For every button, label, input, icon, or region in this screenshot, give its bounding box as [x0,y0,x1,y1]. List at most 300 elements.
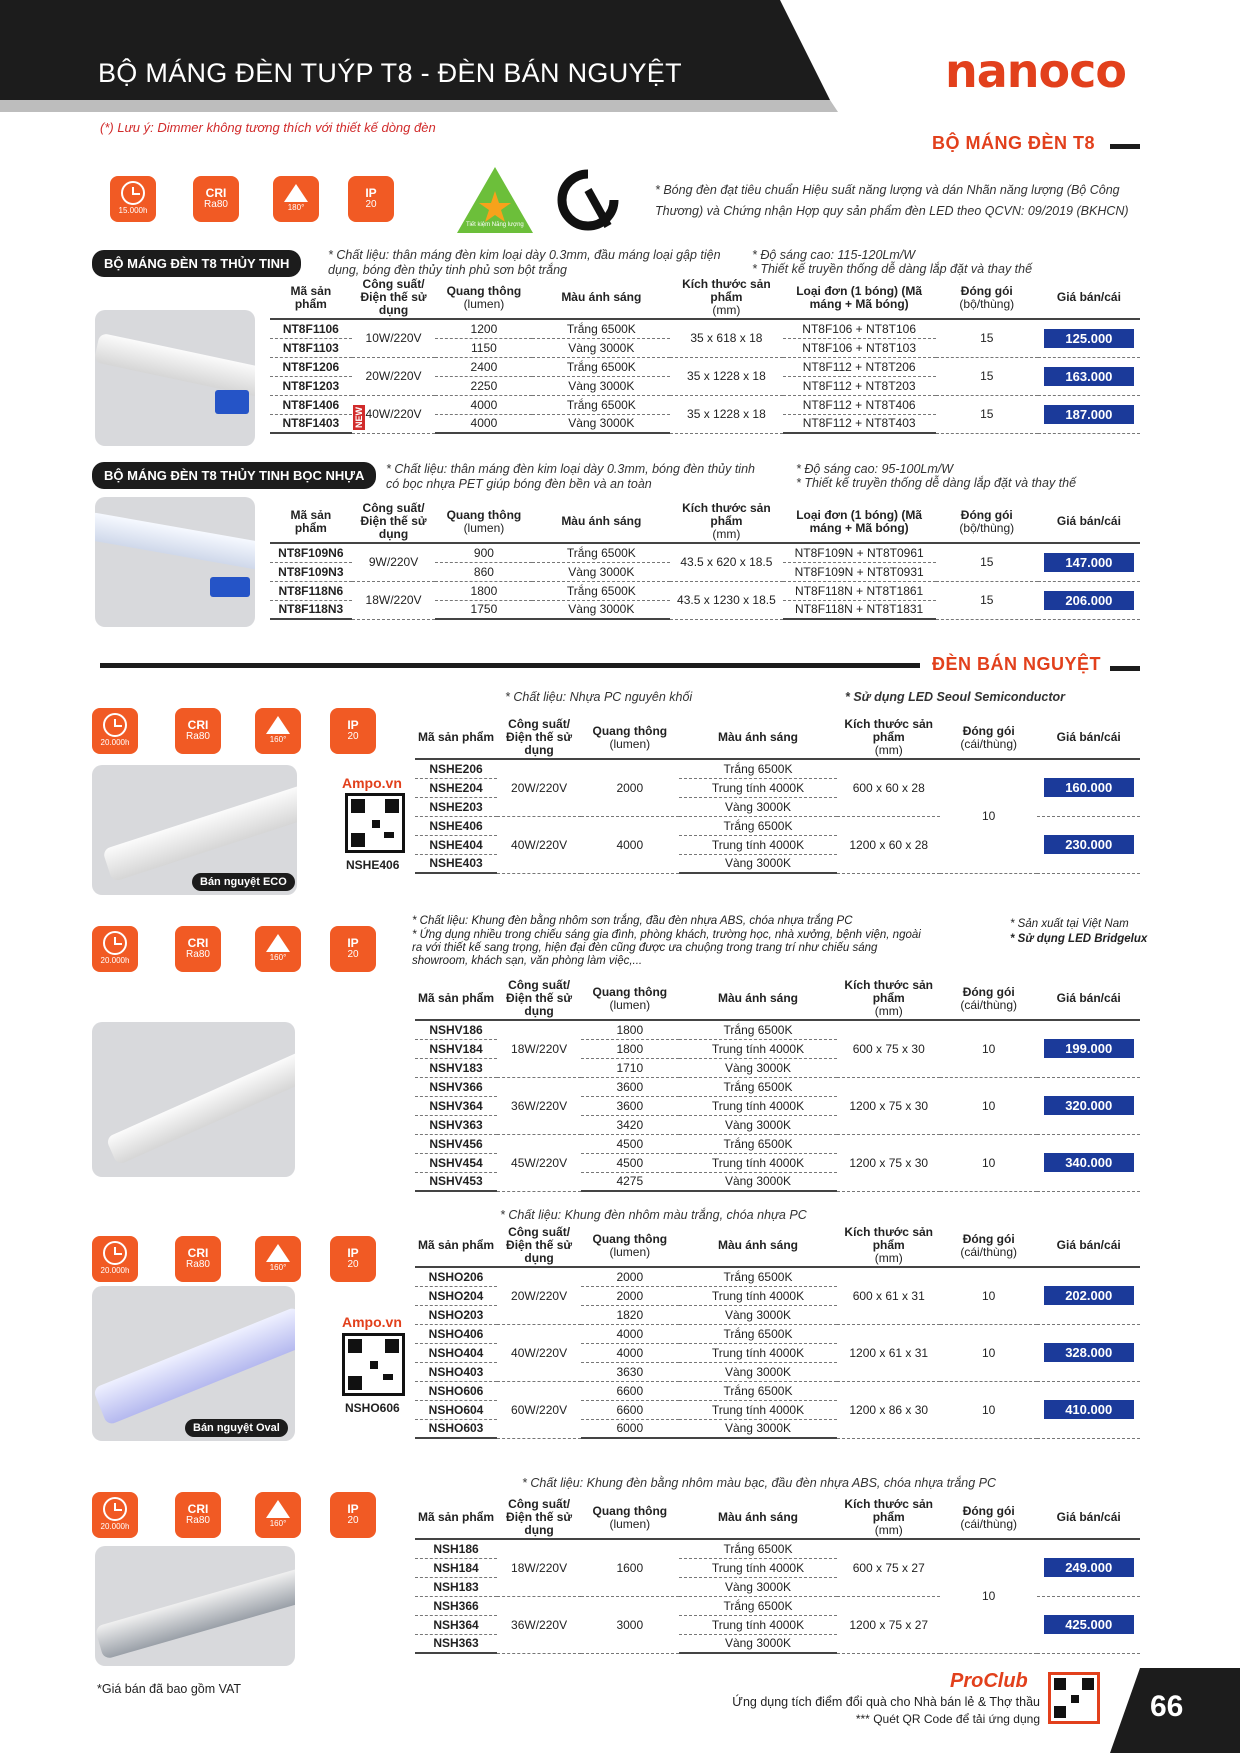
column-header: Công suất/ Điện thế sử dụng [352,501,436,543]
qr-site-label: Ampo.vn [342,775,402,791]
table-cell: 4000 [435,414,532,433]
column-header [435,501,532,543]
column-header: Công suất/ Điện thế sử dụng [352,277,436,319]
table-cell [1037,1539,1140,1596]
text-label: (lumen) [609,1244,651,1259]
text-label: IP [347,1246,359,1260]
table-row [270,581,1140,600]
table-cell: 3630 [581,1362,678,1381]
table-cell: NT8F109N3 [270,562,352,581]
column-header: Công suất/ Điện thế sử dụng [497,978,581,1020]
table-cell: 4275 [581,1172,678,1191]
table-cell: 1200 x 61 x 31 [837,1324,940,1381]
table-cell: 3600 [581,1077,678,1096]
column-header [837,1497,940,1539]
table-cell: 3000 [581,1596,678,1653]
text-label: Kích thước sản phẩm [682,277,771,304]
table-cell: Trắng 6500K [679,1539,838,1558]
table-cell: 10 [940,1381,1037,1438]
table-cell: NSHE206 [415,759,497,778]
table-cell [1037,1134,1140,1191]
table-row [270,319,1140,338]
table-cell: NT8F1406 [270,395,352,414]
table-cell: 6600 [581,1381,678,1400]
column-header [581,978,678,1020]
table-cell: 2400 [435,357,532,376]
table-cell: Trung tính 4000K [679,1343,838,1362]
cr-certification-icon [556,168,620,232]
table-cell: NSH364 [415,1615,497,1634]
header-row [415,1225,1140,1267]
table-cell: 4000 [581,1343,678,1362]
table-cell: 600 x 60 x 28 [837,759,940,816]
table-cell: 2000 [581,759,678,816]
proclub-tagline: Ứng dụng tích điểm đổi quà cho Nhà bán lẻ & Thợ thầu [732,1695,1040,1709]
text-label: Quang thông [592,1231,668,1246]
table-cell: NSHV184 [415,1039,497,1058]
table-cell: 1600 [581,1539,678,1596]
table-cell: 4000 [581,816,678,873]
table-cell: NSHV364 [415,1096,497,1115]
column-header [435,277,532,319]
table-cell [1038,581,1140,619]
section-divider [1110,666,1140,671]
table-cell: Trung tính 4000K [679,1096,838,1115]
table-cell: NT8F1106 [270,319,352,338]
table-cell: Vàng 3000K [532,600,670,619]
material-note: * Chất liệu: thân máng đèn kim loại dày 0.3mm, bóng đèn thủy tinh có bọc nhựa PET giúp bóng đèn bền và an toàn [386,462,755,491]
column-header [940,978,1037,1020]
table-cell: 6000 [581,1419,678,1438]
text-label: Đóng gói [960,283,1013,298]
price-tag: 328.000 [1044,1343,1134,1362]
design-note: * Thiết kế truyền thống dễ dàng lắp đặt và thay thế [752,262,1033,276]
price-tag: 249.000 [1044,1558,1134,1577]
price-tag: 125.000 [1044,329,1134,348]
table-cell: 1200 x 75 x 27 [837,1596,940,1653]
table-cell: NT8F112 + NT8T403 [783,414,936,433]
table-cell: Vàng 3000K [679,797,838,816]
text-label: 20 [347,1259,359,1270]
material-note: * Chất liệu: thân máng đèn kim loại dày 0.3mm, đầu máng loại gập tiện dụng, bóng đèn thủy tinh phủ sơn bột trắng [328,248,721,277]
table-cell: NSHO603 [415,1419,497,1438]
proclub-logo: ProClub [950,1670,1028,1692]
table-cell: NT8F109N + NT8T0961 [783,543,936,562]
table-cell: NT8F106 + NT8T103 [783,338,936,357]
price-tag: 160.000 [1044,778,1134,797]
table-cell [1038,543,1140,581]
column-header: Giá bán/cái [1038,501,1140,543]
material-note: * Chất liệu: Khung đèn bằng nhôm sơn trắng, đầu đèn nhựa ABS, chóa nhựa trắng PC [412,915,853,927]
table-cell: NT8F118N3 [270,600,352,619]
text-label: 20 [365,199,377,210]
table-cell [1038,357,1140,395]
table-cell: Trung tính 4000K [679,778,838,797]
text-label: Kích thước sản phẩm [844,978,933,1005]
cri-icon [175,926,221,972]
column-header [670,277,782,319]
table-cell: NSHV186 [415,1020,497,1039]
text-label: Quang thông [592,1503,668,1518]
table-cell: 1200 x 75 x 30 [837,1134,940,1191]
text-label: CRI [187,936,209,950]
text-label: Ra80 [204,199,228,210]
table-cell: 40W/220V [497,1324,581,1381]
column-header: Loại đơn (1 bóng) (Mã máng + Mã bóng) [783,277,936,319]
qr-code-icon[interactable] [345,793,405,853]
table-cell [1038,395,1140,433]
text-label: Đóng gói [962,1503,1015,1518]
qr-site-label: Ampo.vn [342,1314,402,1330]
table-cell: 3600 [581,1096,678,1115]
table-cell: NT8F112 + NT8T206 [783,357,936,376]
column-header: Mã sản phẩm [270,277,352,319]
qr-code-icon[interactable] [342,1333,405,1396]
table-cell: NSHO203 [415,1305,497,1324]
column-header: Màu ánh sáng [532,501,670,543]
product-photo [92,765,297,895]
table-row [415,759,1140,778]
column-header: Màu ánh sáng [679,1225,838,1267]
text-label: (cái/thùng) [960,736,1018,751]
table-cell: NSHO604 [415,1400,497,1419]
table-cell: Vàng 3000K [532,414,670,433]
app-qr-code-icon[interactable] [1048,1672,1100,1724]
table-row [415,1324,1140,1343]
text-label: Ra80 [186,1259,210,1270]
text-label: (lumen) [609,736,651,751]
table-cell: 15 [936,581,1038,619]
table-cell: Trung tính 4000K [679,1286,838,1305]
table-cell: NSHV454 [415,1153,497,1172]
lifetime-icon [92,1492,138,1538]
table-cell: NT8F118N6 [270,581,352,600]
column-header [940,717,1037,759]
text-label: Ra80 [186,1515,210,1526]
product-photo [95,1546,295,1666]
column-header [581,717,678,759]
page-title: BỘ MÁNG ĐÈN TUÝP T8 - ĐÈN BÁN NGUYỆT [98,58,682,88]
table-cell: NSHO406 [415,1324,497,1343]
table-cell: Vàng 3000K [679,1577,838,1596]
table-cell: NT8F1103 [270,338,352,357]
text-label: CRI [187,718,209,732]
table-cell: 1710 [581,1058,678,1077]
table-cell [1037,1020,1140,1077]
header-row [270,501,1140,543]
text-label: IP [347,718,359,732]
table-cell: Trung tính 4000K [679,1615,838,1634]
table-cell [1038,319,1140,357]
led-note: * Sử dụng LED Bridgelux [1010,933,1148,945]
column-header: Giá bán/cái [1037,978,1140,1020]
table-row [415,1539,1140,1558]
table-cell: NSH366 [415,1596,497,1615]
product-group-label: BỘ MÁNG ĐÈN T8 THỦY TINH BỌC NHỰA [92,462,376,489]
table-cell: 35 x 618 x 18 [670,319,782,357]
table-cell: NSH186 [415,1539,497,1558]
table-cell: NT8F109N + NT8T0931 [783,562,936,581]
text-label: 160° [269,953,287,962]
text-label: Ra80 [186,731,210,742]
table-cell: 1750 [435,600,532,619]
table-cell: 15 [936,319,1038,357]
table-cell: 2000 [581,1267,678,1286]
table-cell: 18W/220V [497,1020,581,1077]
price-tag: 410.000 [1044,1400,1134,1419]
table-cell: 1800 [581,1020,678,1039]
lifetime-icon [92,926,138,972]
table-cell: 10 [940,1020,1037,1077]
column-header: Màu ánh sáng [679,1497,838,1539]
table-cell: Vàng 3000K [679,1419,838,1438]
header-row [270,277,1140,319]
photo-caption: Bán nguyệt Oval [185,1419,288,1437]
material-note: * Chất liệu: Khung đèn bằng nhôm màu bạc, đầu đèn nhựa ABS, chóa nhựa trắng PC [522,1476,997,1490]
table-cell: Vàng 3000K [679,1115,838,1134]
price-tag: 206.000 [1044,591,1134,610]
table-cell: 3420 [581,1115,678,1134]
table-cell: 900 [435,543,532,562]
table-cell: 35 x 1228 x 18 [670,357,782,395]
text-label: (lumen) [609,997,651,1012]
text-label: Đóng gói [962,984,1015,999]
table-cell: 1800 [435,581,532,600]
text-label: Kích thước sản phẩm [844,717,933,744]
table-cell: 40W/220V [497,816,581,873]
table-cell: 860 [435,562,532,581]
proclub-qr-note: *** Quét QR Code để tải ứng dụng [855,1712,1040,1726]
text-label: (lumen) [609,1516,651,1531]
table-cell: 45W/220V [497,1134,581,1191]
qr-product-code: NSHE406 [346,858,400,872]
table-cell: Vàng 3000K [679,1172,838,1191]
price-tag: 163.000 [1044,367,1134,386]
table-cell: 60W/220V [497,1381,581,1438]
text-label: Quang thông [592,984,668,999]
price-tag: 425.000 [1044,1615,1134,1634]
text-label: Kích thước sản phẩm [682,501,771,528]
text-label: (mm) [874,1004,903,1018]
column-header [670,501,782,543]
cri-icon [175,1236,221,1282]
table-cell: NSHO206 [415,1267,497,1286]
table-cell: 10 [940,1267,1037,1324]
qr-product-code: NSHO606 [345,1401,400,1415]
table-cell: NT8F112 + NT8T203 [783,376,936,395]
ip-rating-icon [348,176,394,222]
column-header: Giá bán/cái [1037,717,1140,759]
design-note: * Thiết kế truyền thống dễ dàng lắp đặt và thay thế [796,476,1077,490]
column-header [936,501,1038,543]
header-row [415,978,1140,1020]
text-label: 20 [347,949,359,960]
table-cell: Vàng 3000K [679,854,838,873]
table-cell: NT8F118N + NT8T1861 [783,581,936,600]
text-label: 15.000h [118,206,148,215]
certification-note: * Bóng đèn đạt tiêu chuẩn Hiệu suất năng lượng và dán Nhãn năng lượng (Bộ Công Thương) và Chứng nhận Hợp quy sản phẩm đèn LED theo QCVN: 09/2019 (BKHCN) [655,183,1129,218]
text-label: Quang thông [446,507,522,522]
table-cell: NT8F1403 [270,414,352,433]
table-cell [1037,1596,1140,1653]
column-header [837,717,940,759]
price-tag: 147.000 [1044,553,1134,572]
table-cell: NSHV363 [415,1115,497,1134]
text-label: (mm) [874,1251,903,1265]
text-label: (cái/thùng) [960,1516,1018,1531]
table-row [415,1267,1140,1286]
table-cell [1037,1324,1140,1381]
table-cell: 6600 [581,1400,678,1419]
table-cell: 15 [936,543,1038,581]
table-cell: NT8F1203 [270,376,352,395]
text-label: Kích thước sản phẩm [844,1497,933,1524]
text-label: 160° [269,1263,287,1272]
column-header: Giá bán/cái [1037,1225,1140,1267]
table-cell: Trắng 6500K [532,319,670,338]
table-cell: 4500 [581,1153,678,1172]
column-header: Công suất/ Điện thế sử dụng [497,717,581,759]
ip-rating-icon [330,708,376,754]
table-cell: 10 [940,1539,1037,1653]
table-cell: 10W/220V [352,319,436,357]
nshe-table [415,717,1140,874]
table-cell [1037,759,1140,816]
column-header [940,1225,1037,1267]
table-cell: 600 x 75 x 30 [837,1020,940,1077]
table-cell: 1800 [581,1039,678,1058]
table-row [415,1020,1140,1039]
table-cell [1037,1077,1140,1134]
beam-angle-icon [255,708,301,754]
column-header: Loại đơn (1 bóng) (Mã máng + Mã bóng) [783,501,936,543]
table-cell: Trắng 6500K [679,1596,838,1615]
table-cell: NSHE403 [415,854,497,873]
table-cell: Trắng 6500K [679,1077,838,1096]
header-row [415,1497,1140,1539]
table-cell: Vàng 3000K [679,1305,838,1324]
led-note: * Sử dụng LED Seoul Semiconductor [845,690,1066,704]
section-title-ban-nguyet: ĐÈN BÁN NGUYỆT [932,654,1102,674]
price-tag: 230.000 [1044,835,1134,854]
table-cell: NT8F106 + NT8T106 [783,319,936,338]
table-cell: 43.5 x 620 x 18.5 [670,543,782,581]
table-cell: 4000 [435,395,532,414]
column-header: Màu ánh sáng [679,717,838,759]
t8-plastic-table [270,501,1140,620]
table-cell: NSHV183 [415,1058,497,1077]
table-cell [1037,1381,1140,1438]
table-row [270,543,1140,562]
table-cell: NT8F1206 [270,357,352,376]
product-photo [92,1022,295,1177]
table-cell: Vàng 3000K [532,338,670,357]
text-label: 20.000h [100,738,130,747]
table-cell: Trắng 6500K [679,1381,838,1400]
section-title-t8: BỘ MÁNG ĐÈN T8 [932,133,1096,153]
table-cell: Trắng 6500K [679,1267,838,1286]
column-header: Màu ánh sáng [679,978,838,1020]
text-label: (mm) [712,527,741,541]
text-label: (bộ/thùng) [959,520,1015,535]
table-cell: Trắng 6500K [679,759,838,778]
ip-rating-icon [330,926,376,972]
table-cell: 15 [936,395,1038,433]
table-cell: NSHE203 [415,797,497,816]
table-cell: 40W/220V [352,395,436,433]
table-cell: Vàng 3000K [679,1362,838,1381]
text-label: CRI [187,1502,209,1516]
column-header: Mã sản phẩm [415,978,497,1020]
table-cell: Trung tính 4000K [679,1039,838,1058]
text-label: 20 [347,1515,359,1526]
table-cell: 600 x 61 x 31 [837,1267,940,1324]
dimmer-note: (*) Lưu ý: Dimmer không tương thích với thiết kế dòng đèn [100,120,436,135]
column-header [837,978,940,1020]
page-number: 66 [1150,1690,1184,1723]
table-row [270,357,1140,376]
text-label: Kích thước sản phẩm [844,1225,933,1252]
table-row [270,395,1140,414]
text-label: (mm) [712,303,741,317]
column-header [581,1225,678,1267]
nsho-table [415,1225,1140,1439]
table-cell: 20W/220V [352,357,436,395]
text-label: 20 [347,731,359,742]
table-row [415,1381,1140,1400]
ip-rating-icon [330,1492,376,1538]
text-label: 20.000h [100,1266,130,1275]
section-divider [1110,144,1140,149]
cri-icon [175,1492,221,1538]
table-cell: NSHO403 [415,1362,497,1381]
beam-angle-icon [255,1236,301,1282]
table-cell: NSHO404 [415,1343,497,1362]
table-cell: 18W/220V [352,581,436,619]
table-cell [1037,816,1140,873]
table-cell: NSHE406 [415,816,497,835]
brightness-note: * Độ sáng cao: 115-120Lm/W [752,248,916,262]
column-header [940,1497,1037,1539]
table-cell: NT8F118N + NT8T1831 [783,600,936,619]
text-label: (mm) [874,743,903,757]
text-label: CRI [205,186,227,200]
table-cell: 20W/220V [497,759,581,816]
product-photo [95,310,255,446]
table-cell: NSHO204 [415,1286,497,1305]
table-cell: 18W/220V [497,1539,581,1596]
text-label: CRI [187,1246,209,1260]
column-header: Giá bán/cái [1037,1497,1140,1539]
table-cell: 15 [936,357,1038,395]
text-label: IP [347,936,359,950]
column-header: Mã sản phẩm [270,501,352,543]
table-cell: Vàng 3000K [532,376,670,395]
made-in-note: * Sản xuất tại Việt Nam [1010,918,1129,930]
table-cell: Vàng 3000K [532,562,670,581]
text-label: 20.000h [100,956,130,965]
table-cell: 35 x 1228 x 18 [670,395,782,433]
cri-icon [175,708,221,754]
text-label: 180° [287,203,305,212]
table-cell: Vàng 3000K [679,1634,838,1653]
column-header: Công suất/ Điện thế sử dụng [497,1497,581,1539]
price-tag: 187.000 [1044,405,1134,424]
table-cell: NSHV366 [415,1077,497,1096]
table-cell: 2000 [581,1286,678,1305]
column-header: Công suất/ Điện thế sử dụng [497,1225,581,1267]
lifetime-icon [92,708,138,754]
